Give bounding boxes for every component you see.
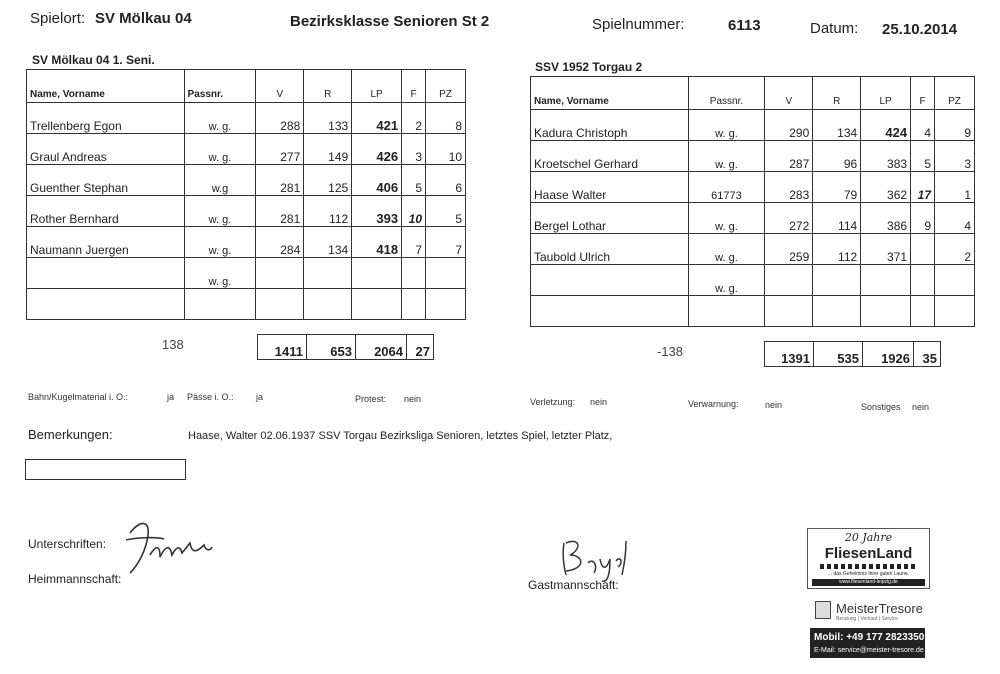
player-passnr: w. g.: [688, 234, 765, 265]
player-lp: 418: [352, 227, 402, 258]
home-header-row: [27, 70, 466, 103]
protest-value: nein: [404, 394, 422, 404]
player-r: 149: [304, 134, 352, 165]
player-f: [911, 296, 935, 327]
home-signature-label: Heimmannschaft:: [28, 572, 122, 586]
player-v: 290: [765, 110, 813, 141]
guest-player-row: [531, 203, 975, 234]
guest-total-f: 35: [914, 342, 941, 367]
player-v: 277: [256, 134, 304, 165]
player-f: [911, 234, 935, 265]
home-player-row: [27, 134, 466, 165]
col-pz-header: PZ: [935, 77, 975, 110]
home-player-row: [27, 289, 466, 320]
datum-label: Datum:: [810, 20, 859, 37]
player-f: 17: [911, 172, 935, 203]
verwarnung-value: nein: [765, 400, 783, 410]
player-name: Kroetschel Gerhard: [531, 141, 689, 172]
player-name: Bergel Lothar: [531, 203, 689, 234]
player-v: 281: [256, 196, 304, 227]
player-pz: 2: [935, 234, 975, 265]
player-name: Haase Walter: [531, 172, 689, 203]
player-lp: 371: [861, 234, 911, 265]
fliesenland-ad: [807, 528, 930, 589]
player-lp: [861, 265, 911, 296]
guest-signature: [558, 533, 643, 588]
player-r: 134: [813, 110, 861, 141]
fliesenland-top: 20 Jahre: [844, 531, 893, 544]
player-pz: [426, 258, 466, 289]
player-lp: 386: [861, 203, 911, 234]
col-name-header: Name, Vorname: [531, 77, 689, 110]
guest-total-v: 1391: [765, 342, 814, 367]
col-passnr-header: Passnr.: [184, 70, 256, 103]
player-r: [813, 296, 861, 327]
player-v: [765, 296, 813, 327]
player-v: 283: [765, 172, 813, 203]
guest-signature-label: Gastmannschaft:: [528, 578, 619, 592]
guest-diff: -138: [657, 343, 684, 359]
player-pz: 6: [426, 165, 466, 196]
player-pz: [426, 289, 466, 320]
player-f: 7: [402, 227, 426, 258]
remarks-box: [25, 459, 186, 480]
player-lp: 421: [352, 103, 402, 134]
guest-player-row: [531, 141, 975, 172]
player-r: 79: [813, 172, 861, 203]
player-lp: [352, 258, 402, 289]
guest-player-row: [531, 172, 975, 203]
player-name: [531, 265, 689, 296]
player-v: 259: [765, 234, 813, 265]
player-passnr: w. g.: [184, 196, 256, 227]
player-lp: 406: [352, 165, 402, 196]
tresore-contact-box: [810, 628, 925, 658]
player-passnr: 61773: [688, 172, 765, 203]
col-passnr-header: Passnr.: [688, 77, 765, 110]
verletzung-label: Verletzung:: [530, 397, 576, 407]
player-f: [402, 289, 426, 320]
col-lp-header: LP: [352, 70, 402, 103]
player-name: Graul Andreas: [27, 134, 185, 165]
home-player-row: [27, 258, 466, 289]
home-total-lp: 2064: [356, 335, 407, 360]
player-r: 134: [304, 227, 352, 258]
home-team-title: SV Mölkau 04 1. Seni.: [32, 53, 155, 67]
col-f-header: F: [911, 77, 935, 110]
signatures-label: Unterschriften:: [28, 537, 107, 551]
player-passnr: [184, 289, 256, 320]
player-name: Kadura Christoph: [531, 110, 689, 141]
player-passnr: w. g.: [688, 141, 765, 172]
player-f: 9: [911, 203, 935, 234]
player-pz: 10: [426, 134, 466, 165]
player-passnr: w. g.: [184, 258, 256, 289]
player-v: [765, 265, 813, 296]
player-passnr: [688, 296, 765, 327]
bahn-value: ja: [167, 392, 175, 402]
guest-score-table: [530, 76, 975, 327]
player-name: Naumann Juergen: [27, 227, 185, 258]
home-total-r: 653: [307, 335, 356, 360]
player-r: 112: [304, 196, 352, 227]
col-lp-header: LP: [861, 77, 911, 110]
league-title: Bezirksklasse Senioren St 2: [290, 13, 490, 30]
datum-value: 25.10.2014: [882, 21, 958, 38]
player-r: [813, 265, 861, 296]
player-name: [531, 296, 689, 327]
guest-player-row: [531, 110, 975, 141]
player-pz: 9: [935, 110, 975, 141]
col-v-header: V: [256, 70, 304, 103]
spielort-value: SV Mölkau 04: [95, 10, 192, 27]
player-r: [304, 289, 352, 320]
safe-icon: [815, 601, 831, 619]
tresore-sub: Beratung | Verkauf | Service: [836, 616, 899, 622]
tresore-name: MeisterTresore: [836, 601, 923, 616]
home-diff: 138: [162, 336, 184, 352]
home-player-row: [27, 196, 466, 227]
paesse-value: ja: [256, 392, 264, 402]
remarks-label: Bemerkungen:: [28, 427, 113, 442]
player-v: 272: [765, 203, 813, 234]
bahn-label: Bahn/Kugelmaterial i. O.:: [28, 392, 129, 402]
spielnummer-label: Spielnummer:: [592, 16, 685, 33]
player-lp: 383: [861, 141, 911, 172]
verwarnung-label: Verwarnung:: [688, 399, 739, 409]
player-passnr: w.g: [184, 165, 256, 196]
home-player-row: [27, 165, 466, 196]
player-pz: 3: [935, 141, 975, 172]
sonstiges-label: Sonstiges: [861, 402, 901, 412]
player-lp: 426: [352, 134, 402, 165]
player-lp: [352, 289, 402, 320]
player-pz: 4: [935, 203, 975, 234]
player-pz: [935, 296, 975, 327]
player-v: 284: [256, 227, 304, 258]
player-r: 125: [304, 165, 352, 196]
player-f: 10: [402, 196, 426, 227]
player-r: 133: [304, 103, 352, 134]
col-v-header: V: [765, 77, 813, 110]
player-pz: 5: [426, 196, 466, 227]
spielort-label: Spielort:: [30, 10, 86, 27]
player-passnr: w. g.: [184, 103, 256, 134]
home-total-v: 1411: [258, 335, 307, 360]
tresore-email: E-Mail: service@meister-tresore.de: [814, 647, 924, 654]
player-name: [27, 289, 185, 320]
col-f-header: F: [402, 70, 426, 103]
player-r: 112: [813, 234, 861, 265]
checker-strip: [820, 564, 917, 569]
paesse-label: Pässe i. O.:: [187, 392, 234, 402]
player-passnr: w. g.: [688, 265, 765, 296]
protest-label: Protest:: [355, 394, 387, 404]
col-pz-header: PZ: [426, 70, 466, 103]
player-lp: [861, 296, 911, 327]
player-r: 114: [813, 203, 861, 234]
player-f: 5: [402, 165, 426, 196]
verletzung-value: nein: [590, 397, 608, 407]
guest-header-row: [531, 77, 975, 110]
player-f: 4: [911, 110, 935, 141]
player-v: [256, 258, 304, 289]
home-score-table: [26, 69, 466, 320]
tresore-mobil: Mobil: +49 177 2823350: [814, 632, 925, 643]
player-passnr: w. g.: [184, 227, 256, 258]
player-v: 281: [256, 165, 304, 196]
home-player-row: [27, 103, 466, 134]
player-passnr: w. g.: [688, 203, 765, 234]
fliesenland-name: FliesenLand: [824, 545, 913, 562]
player-r: [304, 258, 352, 289]
player-v: 288: [256, 103, 304, 134]
player-f: [402, 258, 426, 289]
player-f: 2: [402, 103, 426, 134]
player-name: Taubold Ulrich: [531, 234, 689, 265]
fliesenland-slogan: ... das Geheimnis Ihrer guten Laune.: [827, 571, 910, 577]
player-name: Guenther Stephan: [27, 165, 185, 196]
home-totals: [162, 334, 434, 360]
player-passnr: w. g.: [184, 134, 256, 165]
player-pz: 7: [426, 227, 466, 258]
guest-player-row: [531, 265, 975, 296]
player-f: [911, 265, 935, 296]
player-v: 287: [765, 141, 813, 172]
guest-team-title: SSV 1952 Torgau 2: [535, 60, 643, 74]
home-total-f: 27: [407, 335, 434, 360]
guest-totals: [657, 341, 941, 367]
guest-player-row: [531, 234, 975, 265]
player-pz: 8: [426, 103, 466, 134]
home-player-row: [27, 227, 466, 258]
player-r: 96: [813, 141, 861, 172]
guest-player-row: [531, 296, 975, 327]
player-v: [256, 289, 304, 320]
fliesenland-url: www.fliesenland-leipzig.de: [812, 579, 925, 586]
player-name: Rother Bernhard: [27, 196, 185, 227]
player-name: Trellenberg Egon: [27, 103, 185, 134]
home-signature: [120, 515, 215, 582]
remarks-text: Haase, Walter 02.06.1937 SSV Torgau Bezirksliga Senioren, letztes Spiel, letzter Platz,: [188, 430, 613, 442]
player-name: [27, 258, 185, 289]
sonstiges-value: nein: [912, 402, 930, 412]
player-pz: 1: [935, 172, 975, 203]
player-pz: [935, 265, 975, 296]
player-lp: 362: [861, 172, 911, 203]
guest-total-r: 535: [814, 342, 863, 367]
col-r-header: R: [813, 77, 861, 110]
player-lp: 393: [352, 196, 402, 227]
player-f: 5: [911, 141, 935, 172]
col-name-header: Name, Vorname: [27, 70, 185, 103]
player-lp: 424: [861, 110, 911, 141]
col-r-header: R: [304, 70, 352, 103]
spielnummer-value: 6113: [728, 17, 761, 34]
player-passnr: w. g.: [688, 110, 765, 141]
player-f: 3: [402, 134, 426, 165]
guest-total-lp: 1926: [863, 342, 914, 367]
